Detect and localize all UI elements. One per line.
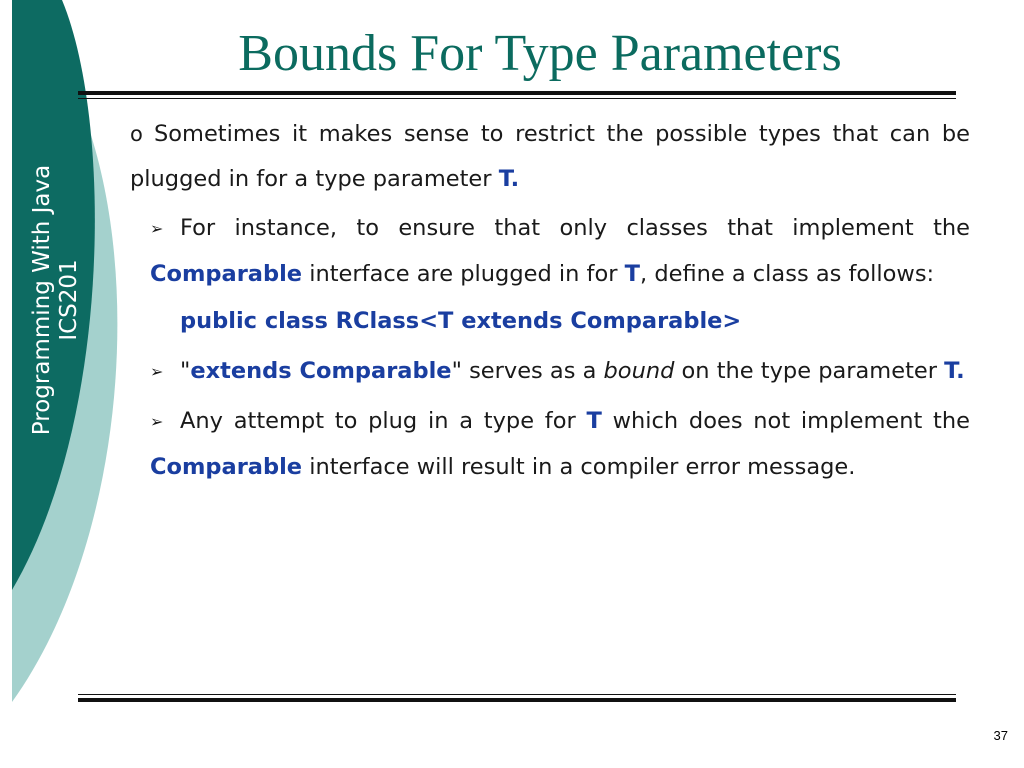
sub-bullet-text: For instance, to ensure that only classes that implement the <box>180 215 970 241</box>
footer-divider <box>78 694 956 702</box>
sub-bullet-text: Any attempt to plug in a type for <box>180 408 587 434</box>
sub-bullet-text: interface are plugged in for <box>302 260 625 287</box>
type-param-keyword: T. <box>498 165 520 192</box>
arrow-bullet-icon: ➢ <box>150 361 164 381</box>
sidebar-course-title: Programming With Java <box>29 164 55 436</box>
sub-bullet-text: " serves as a <box>451 357 604 384</box>
sub-bullet-text: interface will result in a compiler error message. <box>302 453 856 480</box>
code-example: public class RClass<T extends Comparable> <box>180 308 742 334</box>
sub-bullet-item-3 <box>150 399 970 489</box>
bullet-item-1 <box>130 112 970 201</box>
sidebar-course-code: ICS201 <box>56 259 82 341</box>
title-divider <box>78 91 956 99</box>
sub-bullet-item-2 <box>150 349 970 395</box>
sub-bullet-text: which does not implement the <box>601 408 970 434</box>
bound-term: bound <box>603 357 675 384</box>
type-param-keyword: T. <box>944 357 965 384</box>
slide-body <box>130 112 970 489</box>
page-number: 37 <box>993 728 1008 743</box>
arrow-bullet-icon: ➢ <box>150 412 164 431</box>
sub-bullet-text: , define a class as follows: <box>640 260 935 287</box>
comparable-keyword: Comparable <box>150 453 303 480</box>
type-param-keyword: T <box>586 408 602 434</box>
sub-bullet-item-1 <box>150 206 970 296</box>
sub-bullet-text: " <box>180 357 191 384</box>
type-param-keyword: T <box>624 260 641 287</box>
circle-bullet-icon: o <box>130 122 143 146</box>
sub-bullet-text: on the type parameter <box>674 357 945 384</box>
sidebar-course-label <box>29 165 83 435</box>
arrow-bullet-icon: ➢ <box>150 219 164 238</box>
comparable-keyword: Comparable <box>150 260 303 287</box>
slide-title: Bounds For Type Parameters <box>238 25 842 82</box>
bullet-text: Sometimes it makes sense to restrict the possible types that can be plugged in for a type parameter <box>130 121 970 192</box>
extends-comparable-keyword: extends Comparable <box>190 357 452 384</box>
